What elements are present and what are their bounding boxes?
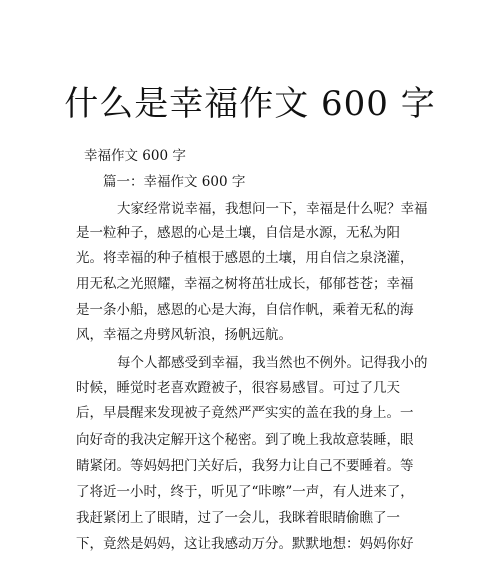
body-line: 睛紧闭。等妈妈把门关好后，我努力让自己不要睡着。等	[76, 458, 414, 474]
body-line: 大家经常说幸福，我想问一下，幸福是什么呢？幸福	[117, 201, 428, 217]
body-line: 我赶紧闭上了眼睛，过了一会儿，我眯着眼睛偷瞧了一	[76, 510, 400, 526]
body-line: 向好奇的我决定解开这个秘密。到了晚上我故意装睡，眼	[76, 432, 414, 448]
body-line: 下，竟然是妈妈，这让我感动万分。默默地想：妈妈你好	[76, 536, 414, 552]
body-line: 是一粒种子，感恩的心是土壤，自信是水源，无私为阳	[76, 225, 400, 241]
body-line: 每个人都感受到幸福，我当然也不例外。记得我小的	[117, 355, 428, 371]
section-heading: 篇一：幸福作文 600 字	[103, 174, 246, 190]
body-line: 风，幸福之舟劈风斩浪，扬帆远航。	[76, 327, 292, 343]
body-line: 光。将幸福的种子植根于感恩的土壤，用自信之泉浇灌，	[76, 250, 414, 266]
body-line: 时候，睡觉时老喜欢蹬被子，很容易感冒。可过了几天	[76, 380, 400, 396]
document-subtitle: 幸福作文 600 字	[84, 148, 186, 164]
body-line: 了将近一小时，终于，听见了“咔嚓”一声，有人进来了，	[76, 484, 414, 500]
document-title: 什么是幸福作文 600 字	[64, 84, 436, 124]
body-line: 后，早晨醒来发现被子竟然严严实实的盖在我的身上。一	[76, 405, 414, 421]
body-line: 用无私之光照耀，幸福之树将茁壮成长，郁郁苍苍；幸福	[76, 276, 414, 292]
body-line: 是一条小船，感恩的心是大海，自信作帆，乘着无私的海	[76, 302, 414, 318]
